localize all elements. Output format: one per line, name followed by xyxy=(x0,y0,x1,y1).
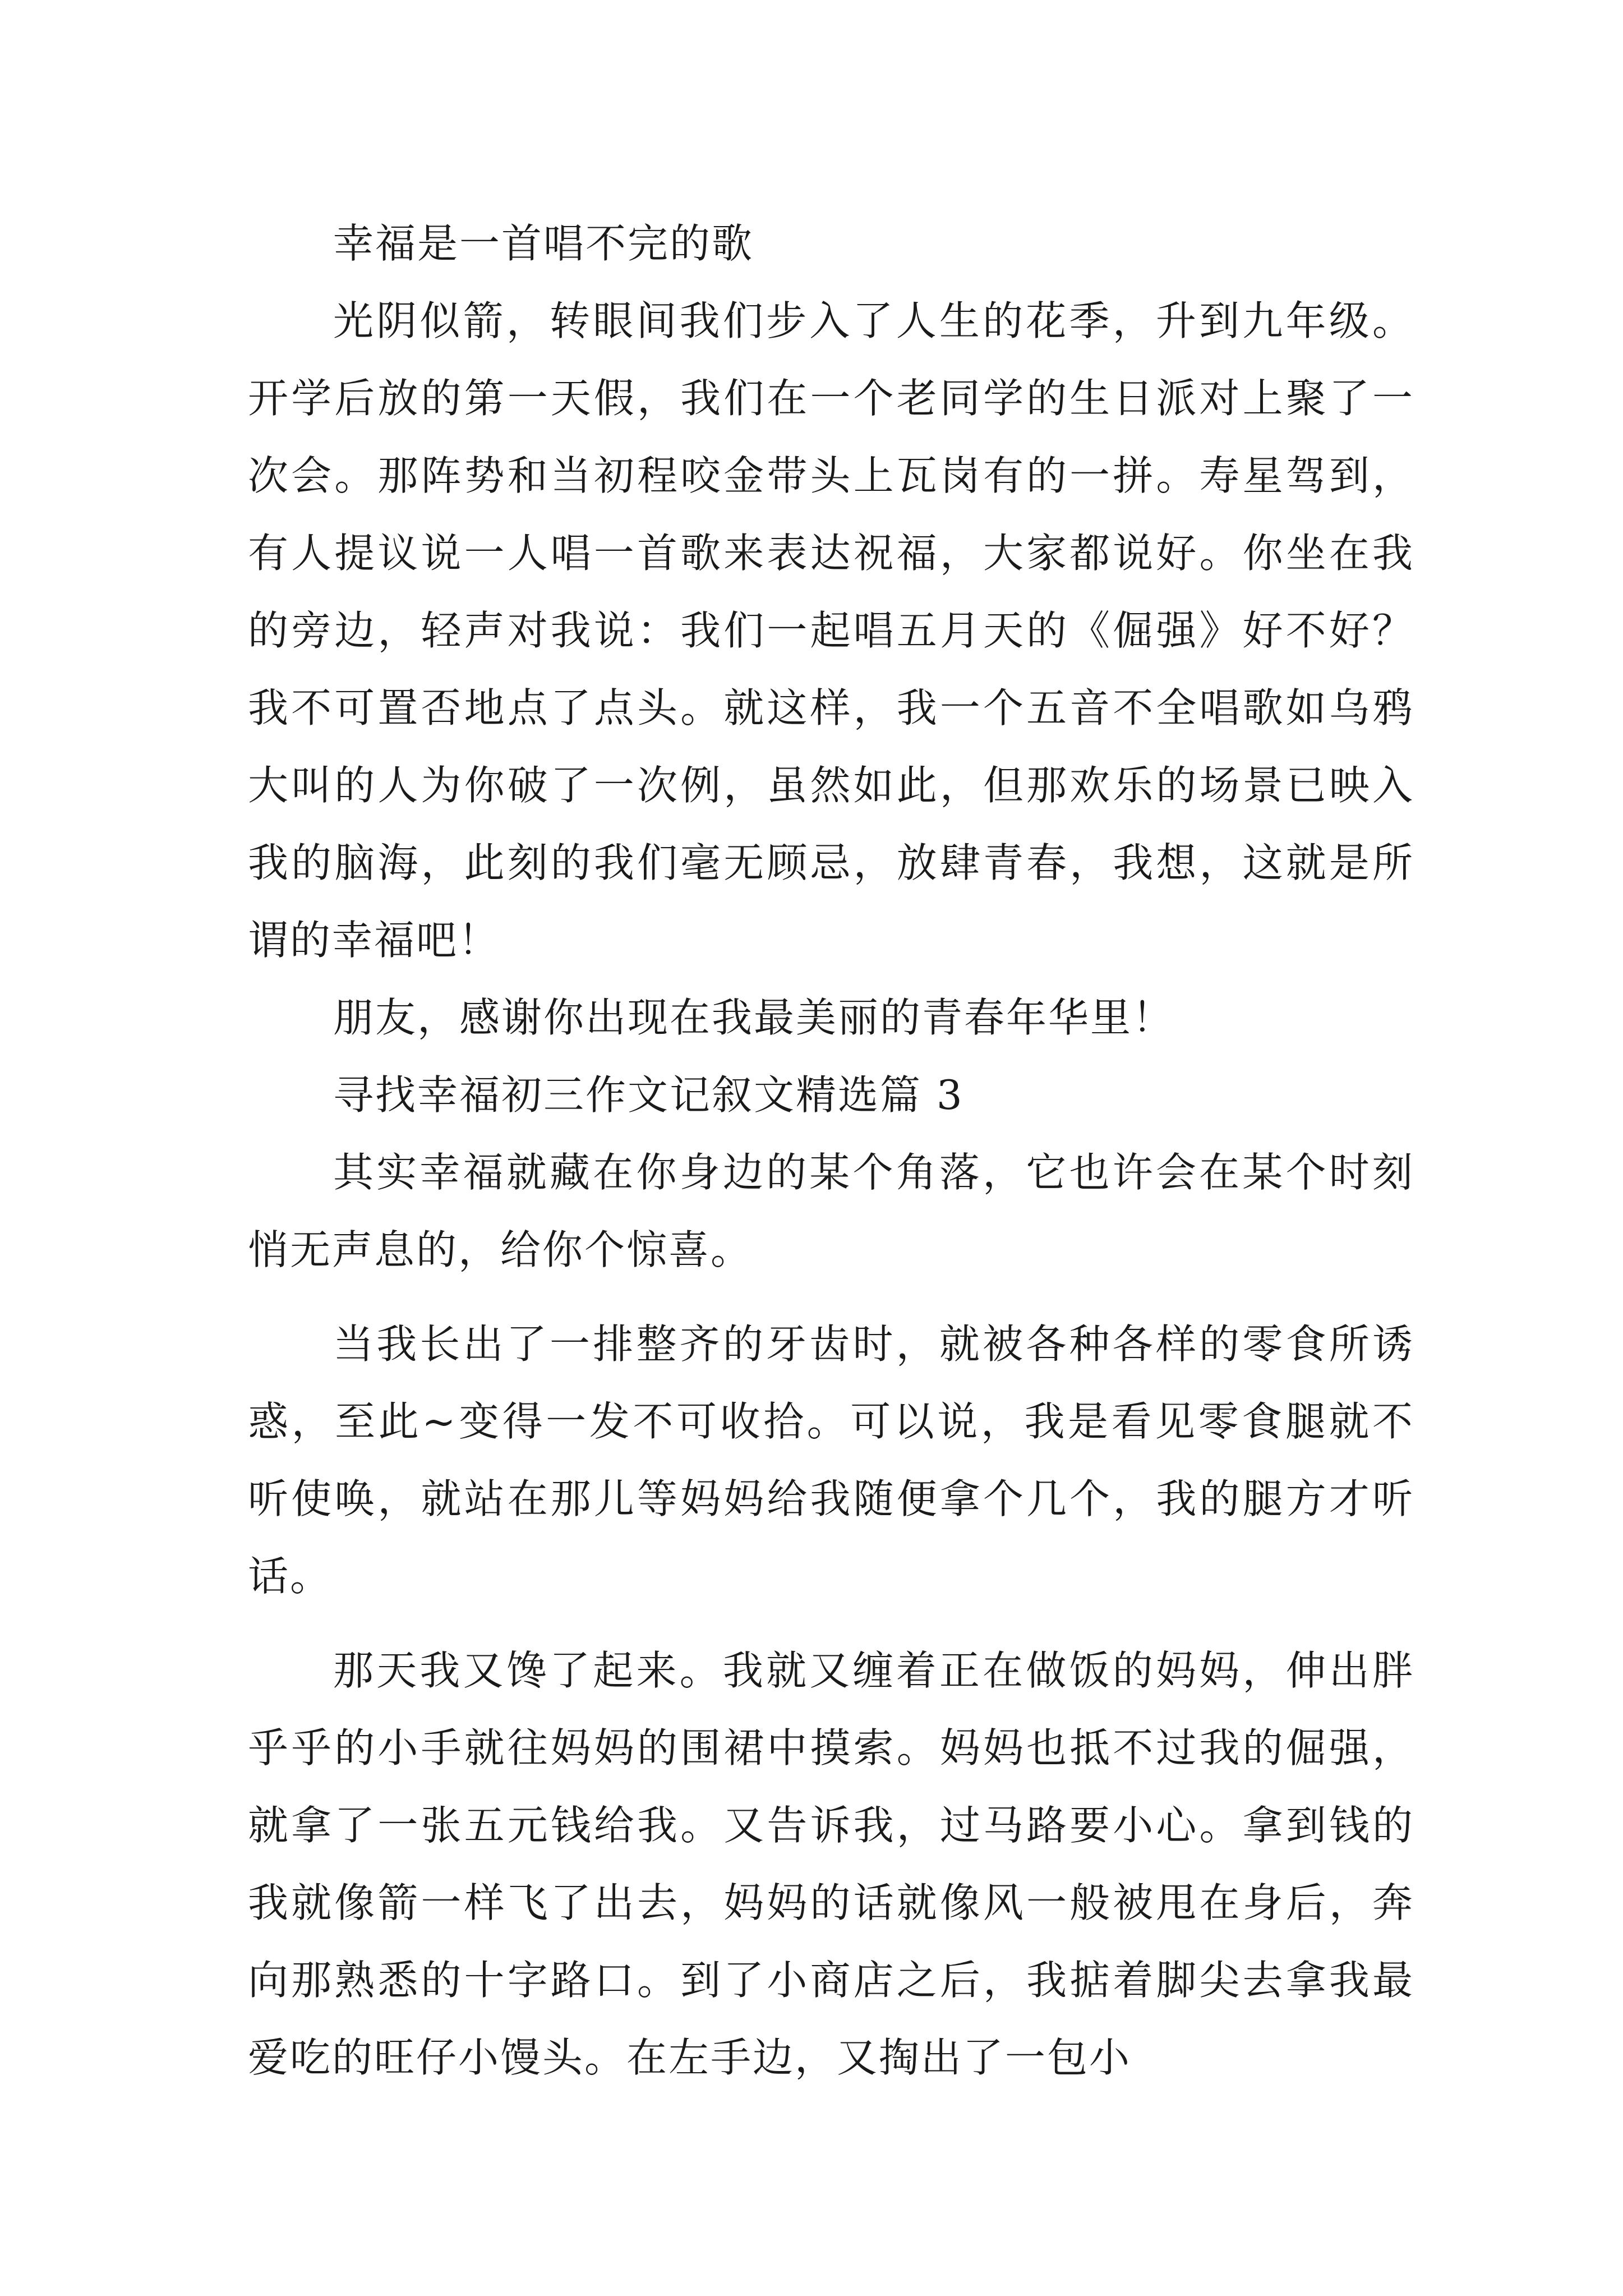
paragraph: 光阴似箭，转眼间我们步入了人生的花季，升到九年级。开学后放的第一天假，我们在一个老同学的生日派对上聚了一次会。那阵势和当初程咬金带头上瓦岗有的一拼。寿星驾到，有人提议说一人唱一首歌来表达祝福，大家都说好。你坐在我的旁边，轻声对我说：我们一起唱五月天的《倔强》好不好？我不可置否地点了点头。就这样，我一个五音不全唱歌如乌鸦大叫的人为你破了一次例，虽然如此，但那欢乐的场景已映入我的脑海，此刻的我们毫无顾忌，放肆青春，我想，这就是所谓的幸福吧！ xyxy=(248,297,1414,964)
document-body xyxy=(248,205,1414,2096)
paragraph: 其实幸福就藏在你身边的某个角落，它也许会在某个时刻悄无声息的，给你个惊喜。 xyxy=(248,1149,1414,1273)
section-title: 幸福是一首唱不完的歌 xyxy=(333,220,754,267)
section-title: 寻找幸福初三作文记叙文精选篇 3 xyxy=(333,1071,964,1119)
paragraph: 朋友，感谢你出现在我最美丽的青春年华里！ xyxy=(333,994,1175,1041)
paragraph: 那天我又馋了起来。我就又缠着正在做饭的妈妈，伸出胖乎乎的小手就往妈妈的围裙中摸索。妈妈也抵不过我的倔强，就拿了一张五元钱给我。又告诉我，过马路要小心。拿到钱的我就像箭一样飞了出去，妈妈的话就像风一般被甩在身后，奔向那熟悉的十字路口。到了小商店之后，我掂着脚尖去拿我最爱吃的旺仔小馒头。在左手边，又掏出了一包小 xyxy=(248,1647,1414,2081)
paragraph: 当我长出了一排整齐的牙齿时，就被各种各样的零食所诱惑，至此~变得一发不可收拾。可以说，我是看见零食腿就不听使唤，就站在那儿等妈妈给我随便拿个几个，我的腿方才听话。 xyxy=(248,1320,1414,1600)
